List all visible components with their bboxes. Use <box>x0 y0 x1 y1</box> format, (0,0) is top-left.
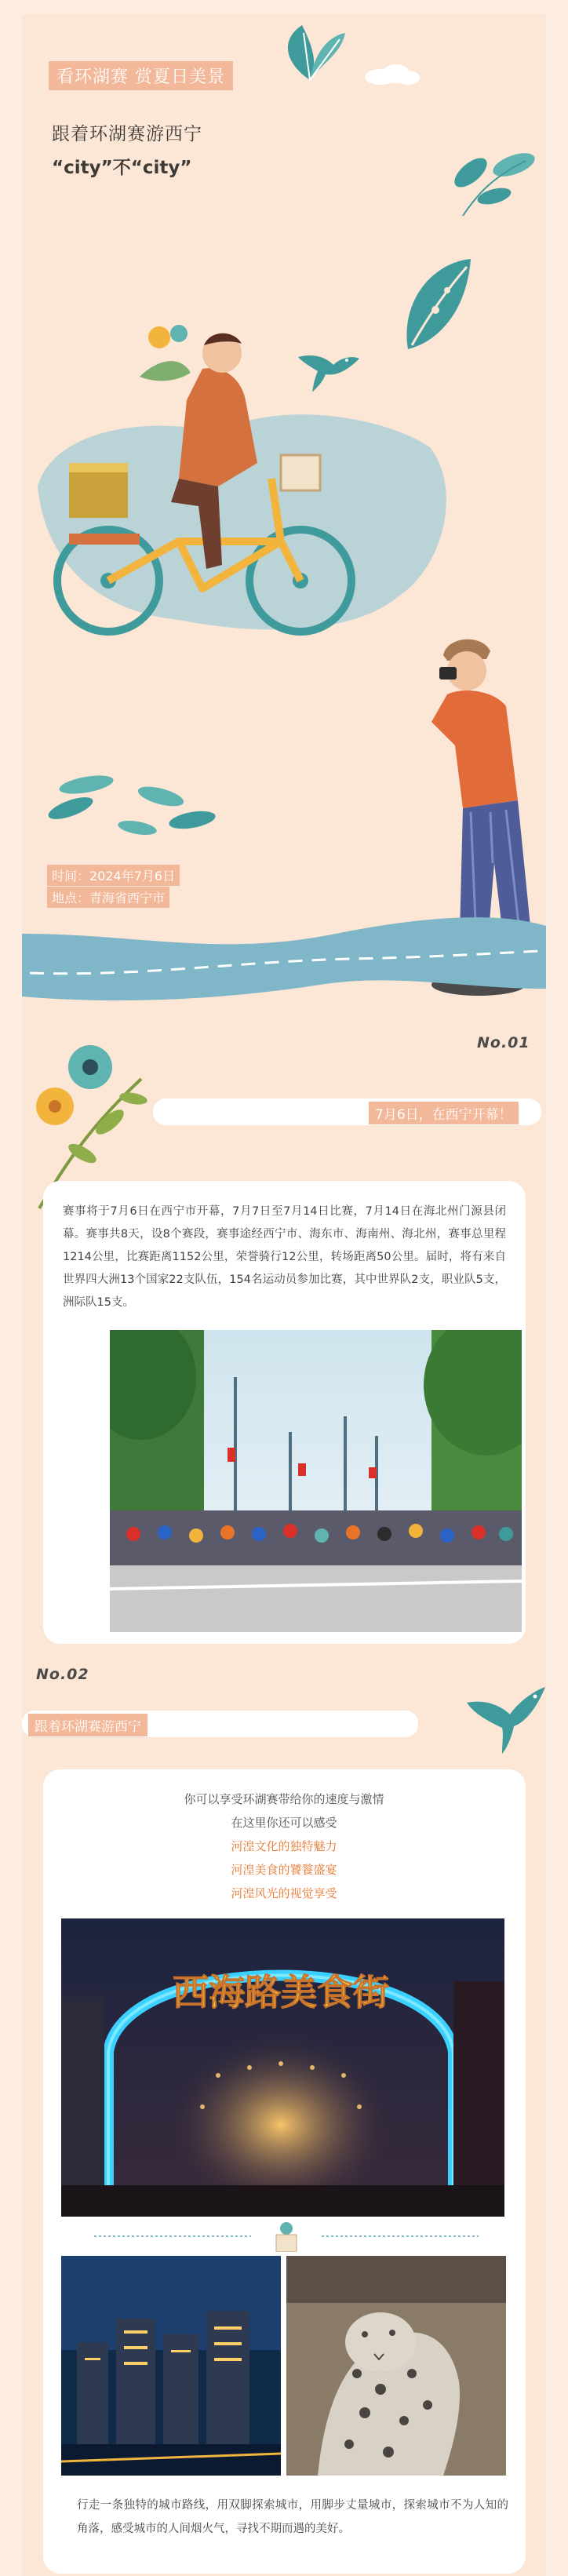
cyclist-illustration <box>22 306 461 714</box>
section-number-02: No.02 <box>36 1666 89 1683</box>
divider-decoration <box>94 2221 479 2252</box>
leaf-decoration-right <box>447 145 537 224</box>
bird-icon-2 <box>463 1671 549 1758</box>
section2-highlight-1: 河湟文化的独特魅力 <box>231 1839 337 1853</box>
section1-pill: 7月6日，在西宁开幕！ <box>369 1102 519 1124</box>
hero-tag: 看环湖赛 赏夏日美景 <box>49 61 233 90</box>
city-night-photo <box>61 2256 281 2476</box>
section2-line-1: 你可以享受环湖赛带给你的速度与激情 <box>184 1792 384 1806</box>
section2-bottom-paragraph: 行走一条独特的城市路线，用双脚探索城市，用脚步丈量城市，探索城市不为人知的角落，感受城市的人间烟火气，寻找不期而遇的美好。 <box>77 2499 508 2535</box>
race-photo <box>110 1330 522 1632</box>
hero-subtitle: “city”不“city” <box>52 158 192 178</box>
section2-pill: 跟着环湖赛游西宁 <box>28 1714 147 1736</box>
event-place: 地点：青海省西宁市 <box>47 887 169 908</box>
leaf-decoration-top <box>271 17 349 88</box>
food-street-photo <box>61 1918 504 2217</box>
section1-paragraph: 赛事将于7月6日在西宁市开幕，7月7日至7月14日比赛，7月14日在海北州门源县闭幕。赛事共8天，设8个赛段，赛事途经西宁市、海东市、海南州、海北州，赛事总里程1214公里，比赛距离1152公里，荣誉骑行12公里，转场距离50公里。届时，将有来自世界四大洲13个国家22支队伍，154名运动员参加比赛，其中世界队2支，职业队5支，洲际队15支。 <box>63 1205 506 1309</box>
leaf-decoration-low <box>43 765 231 851</box>
cloud-decoration <box>361 63 424 86</box>
section2-highlight-3: 河湟风光的视觉享受 <box>231 1886 337 1900</box>
snow-leopard-photo <box>286 2256 506 2476</box>
hero-title: 跟着环湖赛游西宁 <box>52 124 202 144</box>
section2-line-2: 在这里你还可以感受 <box>231 1816 337 1830</box>
section-number-01: No.01 <box>477 1034 530 1051</box>
arch-sign-text: 西海路美食街 <box>173 1971 389 2013</box>
road-illustration <box>22 887 546 1012</box>
section2-highlight-2: 河湟美食的饕餮盛宴 <box>231 1863 337 1877</box>
event-date: 时间：2024年7月6日 <box>47 865 180 886</box>
